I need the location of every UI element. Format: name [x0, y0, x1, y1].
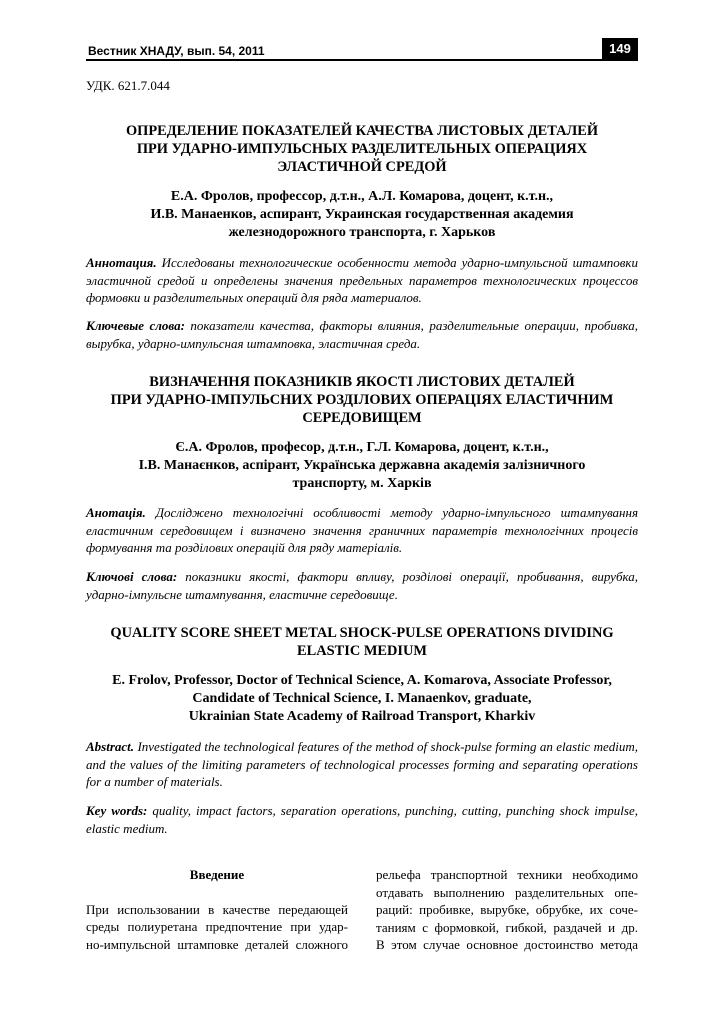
ru-title-line: ОПРЕДЕЛЕНИЕ ПОКАЗАТЕЛЕЙ КАЧЕСТВА ЛИСТОВЫХ ДЕТАЛЕЙ [125, 123, 599, 139]
ua-author-line: Є.А. Фролов, професор, д.т.н., Г.Л. Комарова, доцент, к.т.н., [175, 440, 549, 455]
en-title [86, 624, 638, 660]
ru-author-line: железнодорожного транспорта, г. Харьков [228, 225, 496, 240]
ua-keywords [86, 568, 638, 603]
ru-keywords-label: Ключевые слова: [86, 318, 185, 333]
body-line: При использовании в качестве передающей [86, 901, 348, 917]
en-title-line: ELASTIC MEDIUM [297, 643, 427, 659]
body-line: раций: пробивке, вырубке, обрубке, их соче- [376, 902, 638, 917]
ua-author-line: І.В. Манаєнков, аспірант, Українська державна академія залізничного [138, 458, 586, 473]
ua-annotation-text: Досліджено технологічні особливості методу ударно-імпульсного штампування еластичним середовищем і визначено значення граничних параметрів технологічних процесів формування та розділових операцій для ряду матеріалів. [86, 505, 639, 555]
ua-title-line: ПРИ УДАРНО-ІМПУЛЬСНИХ РОЗДІЛОВИХ ОПЕРАЦІЯХ ЕЛАСТИЧНИМ [110, 392, 614, 408]
ru-author-line: И.В. Манаенков, аспирант, Украинская государственная академия [150, 207, 574, 222]
ru-title-line: ЭЛАСТИЧНОЙ СРЕДОЙ [277, 159, 447, 175]
body-line: таниям с формовкой, гибкой, раздачей и др. [376, 919, 638, 935]
ru-keywords [86, 317, 638, 352]
en-author-line: E. Frolov, Professor, Doctor of Technical Science, A. Komarova, Associate Professor, [112, 673, 612, 688]
en-abstract [86, 738, 638, 791]
en-abstract-label: Abstract. [86, 739, 135, 754]
header-rule [86, 59, 638, 61]
ru-annotation-text: Исследованы технологические особенности метода ударно-импульсной штамповки эластичной средой и определены значения предельных параметров технологических процессов формовки и разделительных операций для ряда материалов. [86, 255, 638, 305]
ru-title [86, 122, 638, 176]
body-column-left [86, 866, 348, 953]
ru-annotation-label: Аннотация. [86, 255, 157, 270]
ua-annotation-label: Анотація. [86, 505, 146, 520]
ua-author-line: транспорту, м. Харків [292, 476, 432, 491]
body-line: В этом случае основное достоинство метода [376, 937, 638, 952]
journal-title: Вестник ХНАДУ, вып. 54, 2011 [88, 44, 265, 58]
body-line: среды полиуретана предпочтение при удар- [86, 919, 348, 934]
ru-authors [86, 188, 638, 242]
ru-author-line: Е.А. Фролов, профессор, д.т.н., А.Л. Комарова, доцент, к.т.н., [170, 189, 554, 204]
running-header [86, 38, 638, 64]
body-line: но-импульсной штамповке деталей сложного [86, 936, 348, 952]
ua-title-line: ВИЗНАЧЕННЯ ПОКАЗНИКІВ ЯКОСТІ ЛИСТОВИХ ДЕТАЛЕЙ [149, 374, 575, 390]
udk-code: УДК. 621.7.044 [86, 78, 170, 93]
body-line: рельефа транспортной техники необходимо [376, 867, 638, 882]
ru-title-line: ПРИ УДАРНО-ИМПУЛЬСНЫХ РАЗДЕЛИТЕЛЬНЫХ ОПЕРАЦИЯХ [136, 141, 588, 157]
en-abstract-text: Investigated the technological features of the method of shock-pulse forming an elastic medium, and the values of the limiting parameters of technological processes forming and separating operations for a number of materials. [86, 739, 639, 789]
ua-title [86, 373, 638, 427]
en-author-line: Candidate of Technical Science, I. Manaenkov, graduate, [192, 691, 532, 706]
body-line: отдавать выполнению разделительных опе- [376, 884, 638, 900]
ua-title-line: СЕРЕДОВИЩЕМ [302, 410, 422, 426]
en-title-line: QUALITY SCORE SHEET METAL SHOCK-PULSE OPERATIONS DIVIDING [110, 625, 614, 641]
section-title-introduction: Введение [189, 867, 245, 882]
en-keywords [86, 802, 638, 837]
ru-annotation [86, 254, 638, 307]
en-authors [86, 672, 638, 726]
ru-keywords-text: показатели качества, факторы влияния, разделительные операции, пробивка, вырубка, ударно-импульсная штамповка, эластичная среда. [86, 318, 639, 351]
en-keywords-text: quality, impact factors, separation operations, punching, cutting, punching shock impulse, elastic medium. [86, 803, 638, 836]
en-author-line: Ukrainian State Academy of Railroad Transport, Kharkiv [188, 709, 536, 724]
body-column-right [376, 866, 638, 954]
ua-keywords-text: показники якості, фактори впливу, розділові операції, пробивання, вирубка, ударно-імпульсне штампування, еластичне середовище. [86, 569, 638, 602]
ua-annotation [86, 504, 638, 557]
ua-authors [86, 439, 638, 493]
page-number: 149 [602, 38, 638, 60]
en-keywords-label: Key words: [86, 803, 148, 818]
ua-keywords-label: Ключові слова: [86, 569, 178, 584]
